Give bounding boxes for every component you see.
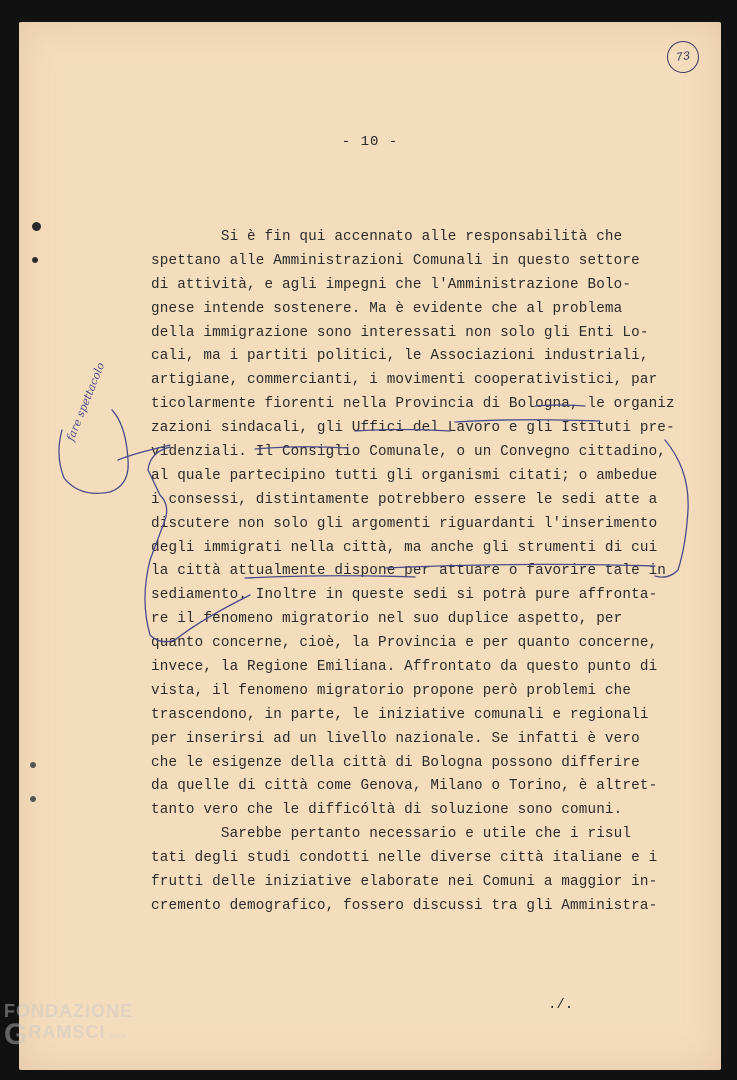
continuation-mark: ./. <box>548 997 574 1013</box>
text-line: videnziali. Il Consiglio Comunale, o un Convegno cittadino, <box>151 444 667 461</box>
text-line: di attività, e agli impegni che l'Amministrazione Bolo- <box>151 276 632 293</box>
text-line: vista, il fenomeno migratorio propone però problemi che <box>151 682 632 699</box>
archive-number-stamp: 73 <box>665 39 701 75</box>
text-line: cremento demografico, fossero discussi tra gli Amministra- <box>151 897 658 914</box>
text-line: spettano alle Amministrazioni Comunali in questo settore <box>151 252 640 269</box>
text-line: quanto concerne, cioè, la Provincia e per quanto concerne, <box>151 635 658 652</box>
text-line: la città attualmente dispone per attuare o favorire tale in <box>151 563 667 580</box>
text-line: che le esigenze della città di Bologna possono differire <box>151 754 640 771</box>
text-line: tati degli studi condotti nelle diverse città italiane e i <box>151 850 658 867</box>
text-line: tanto vero che le difficóltà di soluzione sono comuni. <box>151 802 623 819</box>
text-line: al quale partecipino tutti gli organismi citati; o ambedue <box>151 467 658 484</box>
text-line: Si è fin qui accennato alle responsabilità che <box>151 229 623 245</box>
text-line: frutti delle iniziative elaborate nei Comuni a maggior in- <box>151 874 658 891</box>
text-line: degli immigrati nella città, ma anche gli strumenti di cui <box>151 539 658 556</box>
text-line: ticolarmente fiorenti nella Provincia di Bologna, le organiz <box>151 396 675 413</box>
watermark-line1: FONDAZIONE <box>4 1001 133 1021</box>
text-line: cali, ma i partiti politici, le Associazioni industriali, <box>151 348 649 365</box>
text-line: artigiane, commercianti, i movimenti cooperativistici, par <box>151 372 658 389</box>
punch-hole-low2 <box>30 796 36 802</box>
page-number: - 10 - <box>341 134 399 150</box>
gramsci-watermark-logo <box>4 1001 133 1051</box>
text-line: i consessi, distintamente potrebbero essere le sedi atte a <box>151 491 658 508</box>
text-line: discutere non solo gli argomenti riguardanti l'inserimento <box>151 515 658 532</box>
punch-hole-mid <box>32 257 38 263</box>
text-line: della immigrazione sono interessati non solo gli Enti Lo- <box>151 324 649 341</box>
text-line: zazioni sindacali, gli Uffici del Lavoro e gli Istituti pre- <box>151 420 675 437</box>
text-line: re il fenomeno migratorio nel suo duplice aspetto, per <box>151 611 623 628</box>
text-line: Sarebbe pertanto necessario e utile che i risul <box>151 826 632 843</box>
punch-hole-top <box>32 222 41 231</box>
text-line: per inserirsi ad un livello nazionale. Se infatti è vero <box>151 730 640 747</box>
text-line: invece, la Regione Emiliana. Affrontato da questo punto di <box>151 659 658 676</box>
text-line: trascendono, in parte, le iniziative comunali e regionali <box>151 706 649 723</box>
watermark-line2: GRAMSCI onlus <box>4 1018 127 1051</box>
handwritten-margin-note: fare spettacolo <box>64 360 108 443</box>
typed-body-text <box>151 226 675 919</box>
text-line: sediamento. Inoltre in queste sedi si potrà pure affronta- <box>151 587 658 604</box>
text-line: da quelle di città come Genova, Milano o Torino, è altret- <box>151 778 658 795</box>
text-line: gnese intende sostenere. Ma è evidente che al problema <box>151 300 623 317</box>
punch-hole-low1 <box>30 762 36 768</box>
